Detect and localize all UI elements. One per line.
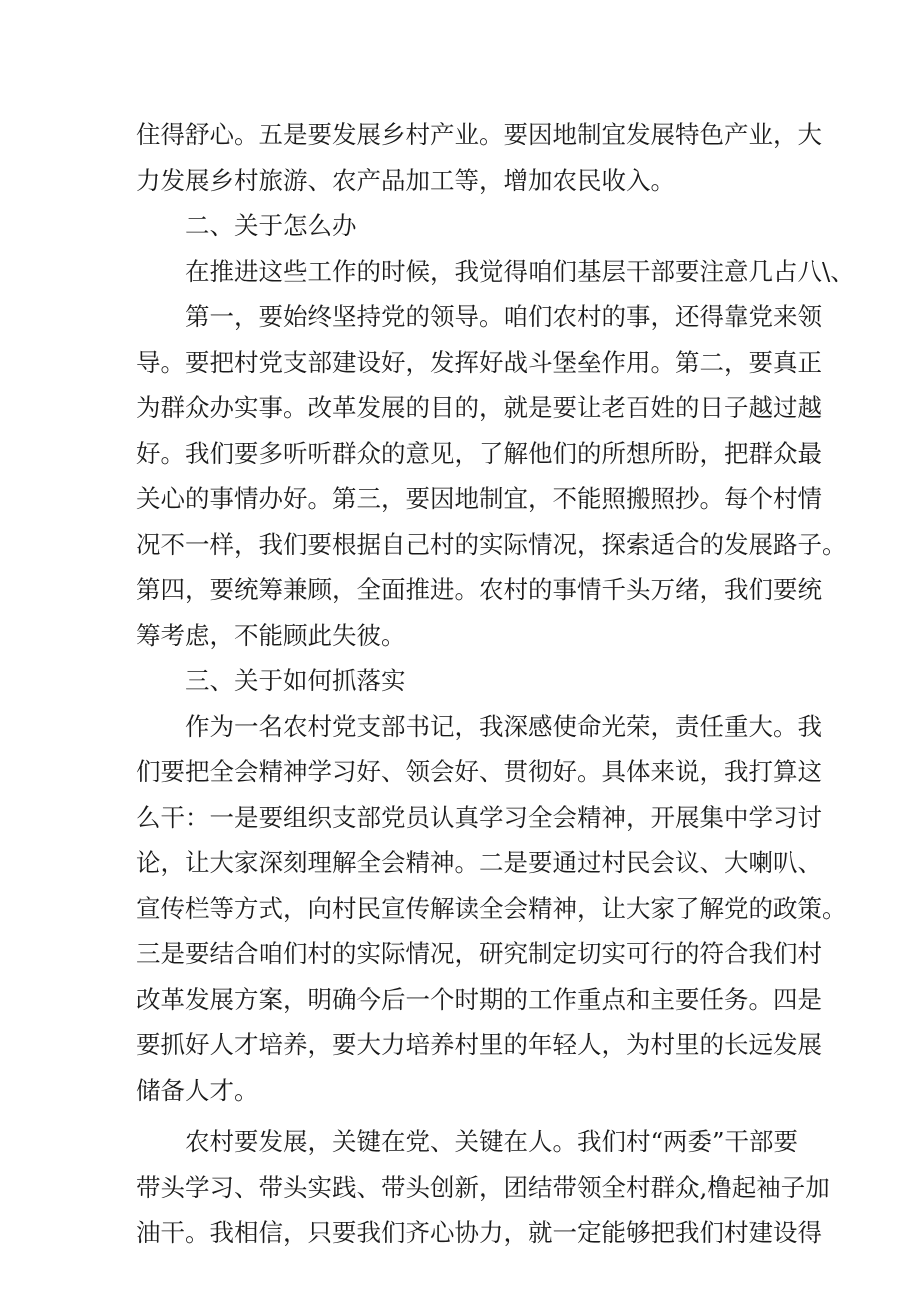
text-line: 第四，要统筹兼顾，全面推进。农村的事情千头万绪，我们要统: [136, 575, 822, 604]
text-line: 带头学习、带头实践、带头创新，团结带领全村群众,橹起袖子加: [136, 1172, 830, 1202]
text-line: 改革发展方案，明确今后一个时期的工作重点和主要任务。四是: [136, 984, 822, 1014]
text-line: 好。我们要多听听群众的意见，了解他们的所想所盼，把群众最: [136, 438, 822, 468]
text-line: 三是要结合咱们村的实际情况，研究制定切实可行的符合我们村: [136, 939, 822, 968]
text-line: 筹考虑，不能顾此失彼。: [136, 620, 406, 650]
text-line: 力发展乡村旅游、农产品加工等，增加农民收入。: [136, 165, 675, 195]
text-line: 油干。我相信，只要我们齐心协力，就一定能够把我们村建设得: [136, 1218, 822, 1247]
text-line: 况不一样，我们要根据自己村的实际情况，探索适合的发展路子。: [136, 529, 847, 559]
text-line: 导。要把村党支部建设好，发挥好战斗堡垒作用。第二，要真正: [136, 347, 822, 377]
document-body: [136, 112, 855, 1256]
text-line: 么干：一是要组织支部党员认真学习全会精神，开展集中学习讨: [136, 802, 822, 832]
text-line: 作为一名农村党支部书记，我深感使命光荣，责任重大。我: [185, 711, 822, 741]
text-line: 农村要发展，关键在党、关键在人。我们村“两委”干部要: [185, 1127, 799, 1156]
text-line: 们要把全会精神学习好、领会好、贯彻好。具体来说，我打算这: [136, 757, 822, 786]
text-line: 住得舒心。五是要发展乡村产业。要因地制宜发展特色产业，大: [136, 120, 822, 149]
text-line: 关心的事情办好。第三，要因地制宜，不能照搬照抄。每个村情: [136, 484, 822, 513]
section-heading: 三、关于如何抓落实: [185, 666, 406, 695]
text-line: 储备人才。: [136, 1075, 259, 1105]
section-heading: 二、关于怎么办: [185, 211, 357, 240]
text-line: 在推进这些工作的时候，我觉得咱们基层干部要注意几占八\、: [185, 256, 855, 286]
text-line: 为群众办实事。改革发展的目的，就是要让老百姓的日子越过越: [136, 393, 822, 422]
text-line: 宣传栏等方式，向村民宣传解读全会精神，让大家了解党的政策。: [136, 893, 847, 923]
text-line: 要抓好人才培养，要大力培养村里的年轻人，为村里的长远发展: [136, 1030, 822, 1059]
text-line: 论，让大家深刻理解全会精神。二是要通过村民会议、大喇叭、: [136, 848, 822, 877]
text-line: 第一，要始终坚持党的领导。咱们农村的事，还得靠党来领: [185, 302, 822, 331]
